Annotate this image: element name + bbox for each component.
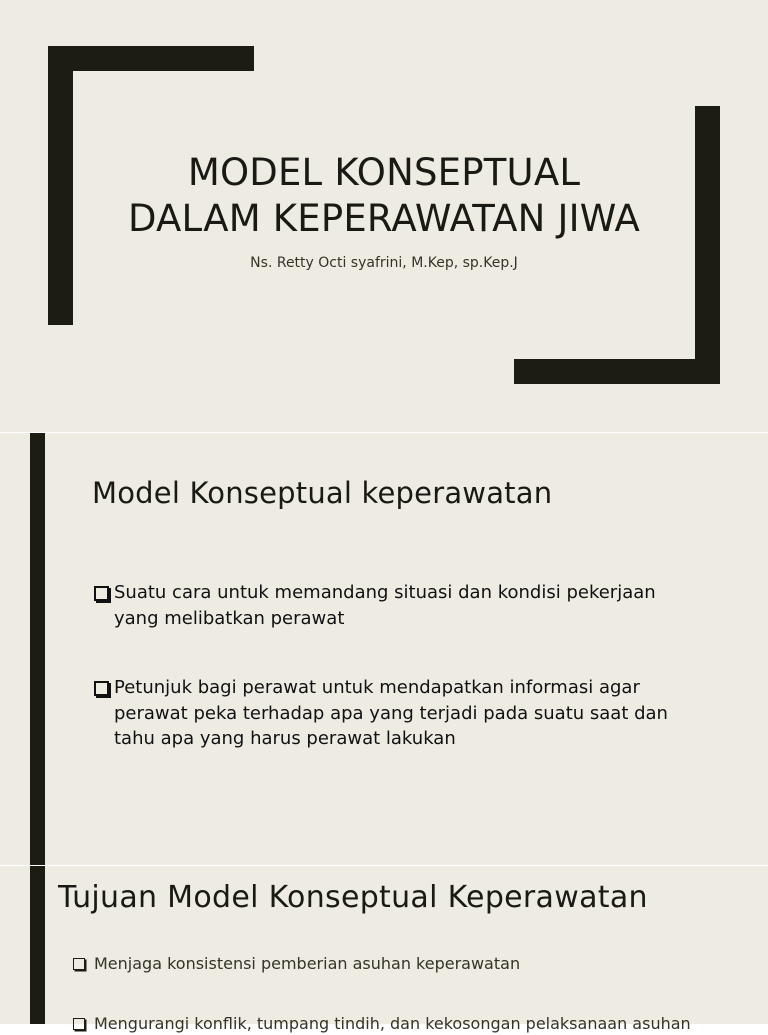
list-item-text: Petunjuk bagi perawat untuk mendapatkan informasi agar perawat peka terhadap apa yang terjadi pada suatu saat dan tahu apa yang harus perawat lakukan — [114, 677, 668, 749]
checkbox-outline-icon — [73, 958, 85, 970]
list-item — [94, 675, 674, 752]
list-item-text: Mengurangi konflik, tumpang tindih, dan kekosongan pelaksanaan asuhan — [94, 1014, 691, 1033]
slide-title-line-1: MODEL KONSEPTUAL — [187, 151, 581, 194]
list-item-text: Suatu cara untuk memandang situasi dan kondisi pekerjaan yang melibatkan perawat — [114, 582, 656, 629]
list-item-text: Menjaga konsistensi pemberian asuhan keperawatan — [94, 954, 521, 973]
left-accent-bar — [30, 433, 45, 865]
slide-heading: Model Konseptual keperawatan — [92, 476, 553, 510]
frame-top-left-horizontal — [48, 46, 254, 71]
slide-title-line-2: DALAM KEPERAWATAN JIWA — [127, 197, 640, 240]
slide-subtitle-author: Ns. Retty Octi syafrini, M.Kep, sp.Kep.J — [250, 255, 518, 271]
slide-heading: Tujuan Model Konseptual Keperawatan — [58, 880, 648, 915]
left-accent-bar — [30, 866, 45, 1024]
checkbox-outline-icon — [94, 681, 109, 696]
frame-bottom-right-horizontal — [514, 359, 720, 384]
checkbox-outline-icon — [73, 1018, 85, 1030]
list-item — [73, 953, 733, 975]
checkbox-outline-icon — [94, 586, 109, 601]
slide-title — [0, 150, 768, 242]
frame-bottom-right-vertical — [695, 106, 720, 384]
list-item — [94, 580, 694, 631]
list-item — [73, 1013, 733, 1035]
